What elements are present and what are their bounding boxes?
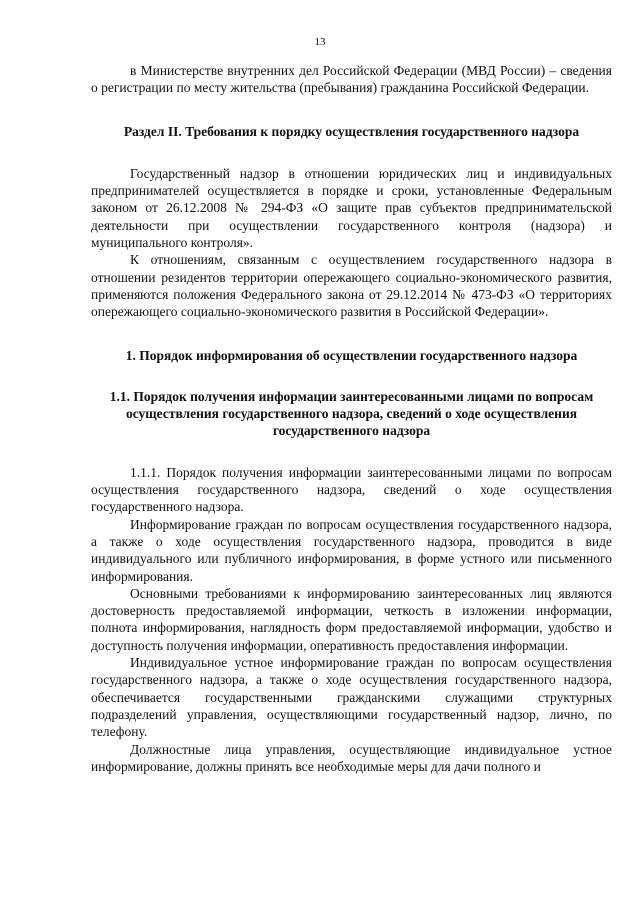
subsection-1-1-paragraph-3: Основными требованиями к информированию заинтересованных лиц являются достоверность предоставляемой информации, четкость в изложении информации, полнота информирования, наглядность форм предоставляемой информации, удобство и доступность получения информации, оперативность предоставления информации. [91,585,612,653]
subsection-1-1-heading: 1.1. Порядок получения информации заинтересованными лицами по вопросам осуществления государственного надзора, сведений о ходе осуществления государственного надзора [109,388,594,439]
subsection-1-1-paragraph-5: Должностные лица управления, осуществляющие индивидуальное устное информирование, должны принять все необходимые меры для дачи полного и [91,741,612,774]
page-number: 13 [314,36,326,48]
subsection-1-1-paragraph-1: 1.1.1. Порядок получения информации заинтересованными лицами по вопросам осуществления государственного надзора, сведений о ходе осуществления государственного надзора. [91,464,612,515]
document-body [91,62,612,775]
section-2-paragraph-2: К отношениям, связанным с осуществлением государственного надзора в отношении резидентов территории опережающего социально-экономического развития, применяются положения Федерального закона от 29.12.2014 № 473-ФЗ «О территориях опережающего социально-экономического развития в Российской Федерации». [91,252,612,320]
section-2-heading: Раздел II. Требования к порядку осуществления государственного надзора [123,123,580,139]
continuation-paragraph: в Министерстве внутренних дел Российской Федерации (МВД России) – сведения о регистрации по месту жительства (пребывания) гражданина Российской Федерации. [91,63,612,96]
subsection-1-1-paragraph-4: Индивидуальное устное информирование граждан по вопросам осуществления государственного надзора, а также о ходе осуществления государственного надзора, обеспечивается государственными гражданскими служащими структурных подразделений управления, осуществляющими государственный надзор, лично, по телефону. [91,655,612,740]
subsection-1-heading: 1. Порядок информирования об осуществлении государственного надзора [125,347,578,363]
section-2-paragraph-1: Государственный надзор в отношении юридических лиц и индивидуальных предпринимателей осуществляется в порядке и сроки, установленные Федеральным законом от 26.12.2008 № 294-ФЗ «О защите прав субъектов предпринимательской деятельности при осуществлении государственного контроля (надзора) и муниципального контроля». [91,165,612,251]
subsection-1-1-paragraph-2: Информирование граждан по вопросам осуществления государственного надзора, а также о ходе осуществления государственного надзора, проводится в виде индивидуального или публичного информирования, в форме устного или письменного информирования. [91,516,612,584]
